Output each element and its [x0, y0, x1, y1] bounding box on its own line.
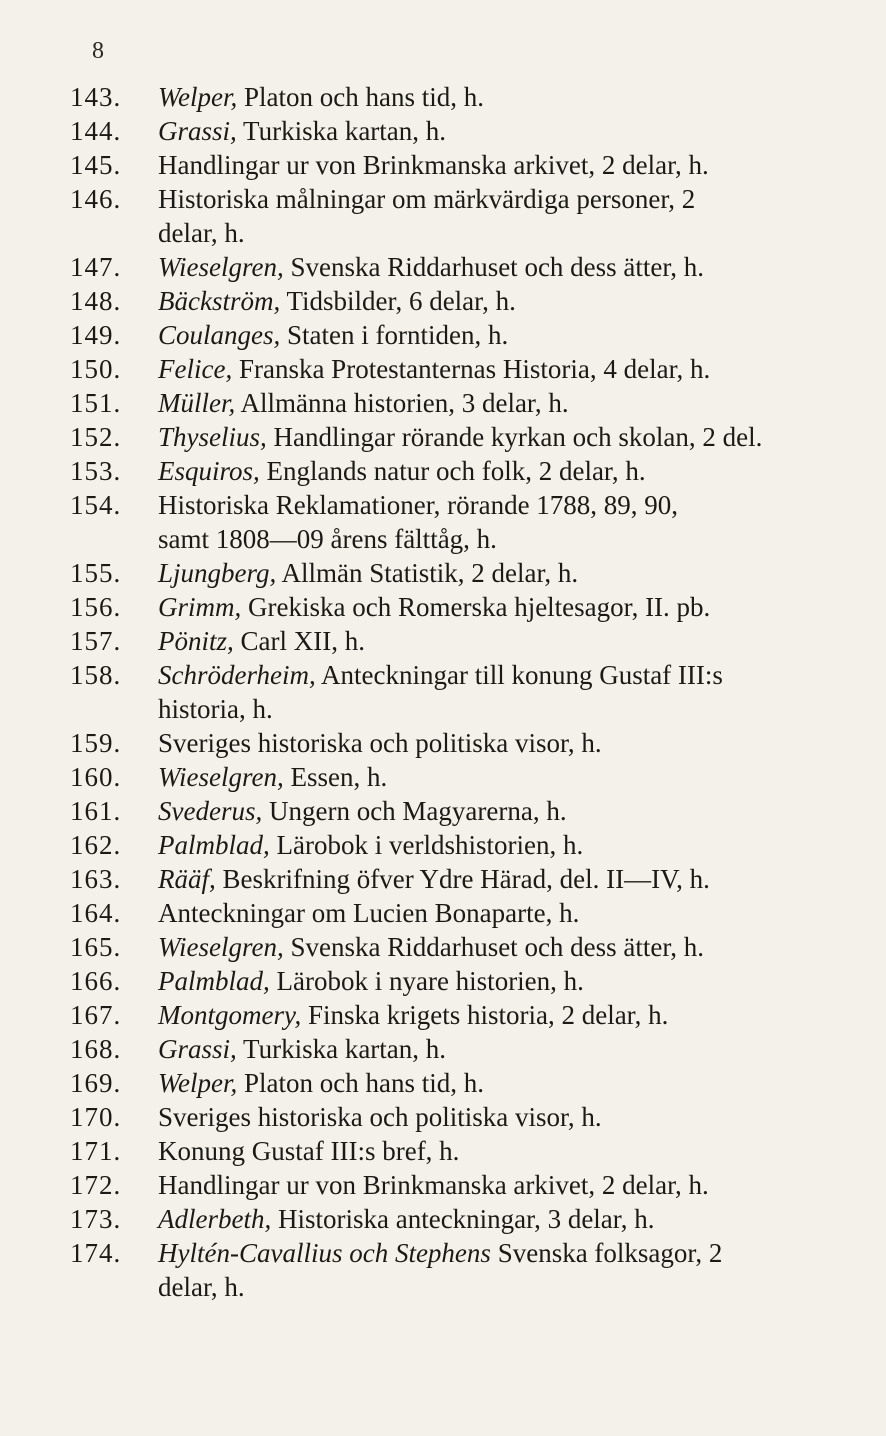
entry-author: Welper, — [158, 1068, 238, 1098]
entry-number: 156. — [70, 592, 122, 622]
entry-author: Coulanges, — [158, 320, 281, 350]
entry-number: 152. — [70, 422, 122, 452]
list-item — [0, 658, 886, 726]
entry-text — [158, 352, 788, 386]
entry-text — [158, 624, 788, 658]
list-item — [0, 352, 886, 386]
entry-first-line — [158, 1168, 788, 1202]
entry-number: 144. — [70, 116, 122, 146]
entry-first-line — [158, 80, 788, 114]
list-item — [0, 80, 886, 114]
entry-author: Rääf, — [158, 864, 216, 894]
entry-author: Wieselgren, — [158, 252, 284, 282]
entry-author: Grassi, — [158, 116, 237, 146]
entry-first-line — [158, 896, 788, 930]
list-item — [0, 420, 886, 454]
entry-first-line — [158, 556, 788, 590]
entry-text — [158, 148, 788, 182]
entry-continuation: delar, h. — [158, 218, 245, 248]
entry-title: Historiska anteckningar, 3 delar, h. — [271, 1204, 655, 1234]
entry-text — [158, 182, 788, 250]
entry-title: Anteckningar till konung Gustaf III:s — [315, 660, 723, 690]
entry-title: Svenska folksagor, 2 — [490, 1238, 723, 1268]
entry-text — [158, 760, 788, 794]
entry-first-line — [158, 488, 788, 522]
entry-text — [158, 318, 788, 352]
entry-number: 168. — [70, 1034, 122, 1064]
entry-title: Sveriges historiska och politiska visor, h. — [158, 728, 602, 758]
entry-author: Felice, — [158, 354, 233, 384]
entry-first-line — [158, 930, 788, 964]
entry-continuation: delar, h. — [158, 1272, 245, 1302]
entry-number: 154. — [70, 490, 122, 520]
entry-first-line — [158, 794, 788, 828]
entry-first-line — [158, 828, 788, 862]
entry-text — [158, 1236, 788, 1304]
entry-title: Turkiska kartan, h. — [236, 1034, 447, 1064]
entry-first-line — [158, 250, 788, 284]
entry-number: 174. — [70, 1238, 122, 1268]
entry-first-line — [158, 760, 788, 794]
list-item — [0, 386, 886, 420]
entry-number: 163. — [70, 864, 122, 894]
entry-title: Sveriges historiska och politiska visor, h. — [158, 1102, 602, 1132]
entry-title: Turkiska kartan, h. — [236, 116, 447, 146]
entry-title: Lärobok i verldshistorien, h. — [269, 830, 584, 860]
entry-text — [158, 1066, 788, 1100]
entry-title: Finska krigets historia, 2 delar, h. — [301, 1000, 669, 1030]
entry-title: Anteckningar om Lucien Bonaparte, h. — [158, 898, 580, 928]
entry-author: Esquiros, — [158, 456, 260, 486]
entry-author: Schröderheim, — [158, 660, 316, 690]
entry-number: 170. — [70, 1102, 122, 1132]
entry-title: Allmänna historien, 3 delar, h. — [235, 388, 569, 418]
list-item — [0, 760, 886, 794]
entry-first-line — [158, 726, 788, 760]
list-item — [0, 828, 886, 862]
entry-title: Historiska målningar om märkvärdiga personer, 2 — [158, 184, 696, 214]
entry-author: Wieselgren, — [158, 762, 284, 792]
entry-first-line — [158, 1236, 788, 1270]
entry-author: Wieselgren, — [158, 932, 284, 962]
list-item — [0, 454, 886, 488]
list-item — [0, 1236, 886, 1304]
entry-number: 164. — [70, 898, 122, 928]
entry-number: 166. — [70, 966, 122, 996]
entry-text — [158, 1134, 788, 1168]
entry-first-line — [158, 624, 788, 658]
entry-number: 165. — [70, 932, 122, 962]
entry-first-line — [158, 1100, 788, 1134]
entry-text — [158, 1202, 788, 1236]
entry-author: Palmblad, — [158, 830, 270, 860]
entry-first-line — [158, 964, 788, 998]
list-item — [0, 1032, 886, 1066]
entry-number: 149. — [70, 320, 122, 350]
list-item — [0, 182, 886, 250]
entry-number: 143. — [70, 82, 122, 112]
entry-number: 161. — [70, 796, 122, 826]
entry-number: 171. — [70, 1136, 122, 1166]
entry-text — [158, 386, 788, 420]
entry-text — [158, 658, 788, 726]
entry-author: Palmblad, — [158, 966, 270, 996]
entry-text — [158, 420, 788, 454]
entry-number: 169. — [70, 1068, 122, 1098]
entry-text — [158, 964, 788, 998]
list-item — [0, 726, 886, 760]
entry-author: Thyselius, — [158, 422, 267, 452]
entry-author: Ljungberg, — [158, 558, 277, 588]
list-item — [0, 964, 886, 998]
entry-author: Bäckström, — [158, 286, 281, 316]
entry-author: Grassi, — [158, 1034, 237, 1064]
entry-number: 160. — [70, 762, 122, 792]
entry-number: 150. — [70, 354, 122, 384]
entry-title: Staten i forntiden, h. — [280, 320, 509, 350]
list-item — [0, 930, 886, 964]
entry-first-line — [158, 1134, 788, 1168]
entry-first-line — [158, 1066, 788, 1100]
entry-text — [158, 284, 788, 318]
entry-first-line — [158, 318, 788, 352]
entry-number: 151. — [70, 388, 122, 418]
list-item — [0, 318, 886, 352]
entry-first-line — [158, 658, 788, 692]
entry-text — [158, 250, 788, 284]
list-item — [0, 590, 886, 624]
entry-number: 157. — [70, 626, 122, 656]
entry-text — [158, 726, 788, 760]
entry-author: Grimm, — [158, 592, 242, 622]
entry-first-line — [158, 148, 788, 182]
entry-title: Carl XII, h. — [233, 626, 365, 656]
entry-first-line — [158, 182, 788, 216]
entry-text — [158, 590, 788, 624]
list-item — [0, 114, 886, 148]
list-item — [0, 148, 886, 182]
entry-number: 146. — [70, 184, 122, 214]
entry-number: 148. — [70, 286, 122, 316]
entry-title: Svenska Riddarhuset och dess ätter, h. — [283, 932, 705, 962]
entry-number: 158. — [70, 660, 122, 690]
entry-text — [158, 998, 788, 1032]
entry-number: 147. — [70, 252, 122, 282]
entry-title: Beskrifning öfver Ydre Härad, del. II—IV, h. — [215, 864, 710, 894]
list-item — [0, 998, 886, 1032]
entry-first-line — [158, 114, 788, 148]
list-item — [0, 794, 886, 828]
entry-text — [158, 556, 788, 590]
entry-first-line — [158, 1032, 788, 1066]
entry-number: 167. — [70, 1000, 122, 1030]
entry-first-line — [158, 998, 788, 1032]
entry-author: Svederus, — [158, 796, 263, 826]
entry-title: Platon och hans tid, h. — [237, 1068, 484, 1098]
entry-title: Handlingar ur von Brinkmanska arkivet, 2 delar, h. — [158, 1170, 709, 1200]
entry-continuation: samt 1808—09 årens fälttåg, h. — [158, 524, 497, 554]
entry-text — [158, 488, 788, 556]
entry-first-line — [158, 454, 788, 488]
entry-author: Adlerbeth, — [158, 1204, 272, 1234]
list-item — [0, 1134, 886, 1168]
list-item — [0, 1202, 886, 1236]
entry-text — [158, 1032, 788, 1066]
entry-text — [158, 930, 788, 964]
entry-number: 173. — [70, 1204, 122, 1234]
entry-title: Konung Gustaf III:s bref, h. — [158, 1136, 460, 1166]
entry-text — [158, 896, 788, 930]
entry-list — [0, 80, 886, 1304]
page-number: 8 — [92, 38, 104, 64]
entry-title: Lärobok i nyare historien, h. — [269, 966, 584, 996]
entry-first-line — [158, 386, 788, 420]
entry-number: 153. — [70, 456, 122, 486]
entry-continuation: historia, h. — [158, 694, 273, 724]
entry-title: Essen, h. — [283, 762, 388, 792]
entry-title: Ungern och Magyarerna, h. — [262, 796, 567, 826]
entry-author: Montgomery, — [158, 1000, 302, 1030]
entry-text — [158, 1168, 788, 1202]
entry-title: Historiska Reklamationer, rörande 1788, 89, 90, — [158, 490, 679, 520]
entry-title: Svenska Riddarhuset och dess ätter, h. — [283, 252, 705, 282]
entry-number: 145. — [70, 150, 122, 180]
entry-text — [158, 80, 788, 114]
entry-author: Welper, — [158, 82, 238, 112]
list-item — [0, 1168, 886, 1202]
entry-text — [158, 114, 788, 148]
list-item — [0, 1100, 886, 1134]
entry-number: 155. — [70, 558, 122, 588]
entry-author: Müller, — [158, 388, 236, 418]
entry-title: Tidsbilder, 6 delar, h. — [280, 286, 516, 316]
entry-first-line — [158, 352, 788, 386]
list-item — [0, 1066, 886, 1100]
list-item — [0, 250, 886, 284]
entry-text — [158, 794, 788, 828]
entry-author: Pönitz, — [158, 626, 234, 656]
entry-text — [158, 828, 788, 862]
entry-author: Hyltén-Cavallius och Stephens — [158, 1238, 491, 1268]
list-item — [0, 488, 886, 556]
entry-number: 159. — [70, 728, 122, 758]
entry-first-line — [158, 862, 788, 896]
entry-first-line — [158, 420, 788, 454]
entry-first-line — [158, 590, 788, 624]
entry-text — [158, 862, 788, 896]
list-item — [0, 862, 886, 896]
entry-title: Grekiska och Romerska hjeltesagor, II. pb. — [241, 592, 711, 622]
list-item — [0, 556, 886, 590]
entry-title: Franska Protestanternas Historia, 4 delar, h. — [232, 354, 711, 384]
entry-text — [158, 454, 788, 488]
entry-title: Allmän Statistik, 2 delar, h. — [276, 558, 579, 588]
entry-title: Handlingar ur von Brinkmanska arkivet, 2 delar, h. — [158, 150, 709, 180]
entry-title: Englands natur och folk, 2 delar, h. — [259, 456, 646, 486]
entry-number: 162. — [70, 830, 122, 860]
entry-text — [158, 1100, 788, 1134]
list-item — [0, 624, 886, 658]
list-item — [0, 284, 886, 318]
entry-number: 172. — [70, 1170, 122, 1200]
list-item — [0, 896, 886, 930]
entry-first-line — [158, 284, 788, 318]
entry-title: Handlingar rörande kyrkan och skolan, 2 del. — [266, 422, 763, 452]
entry-title: Platon och hans tid, h. — [237, 82, 484, 112]
entry-first-line — [158, 1202, 788, 1236]
